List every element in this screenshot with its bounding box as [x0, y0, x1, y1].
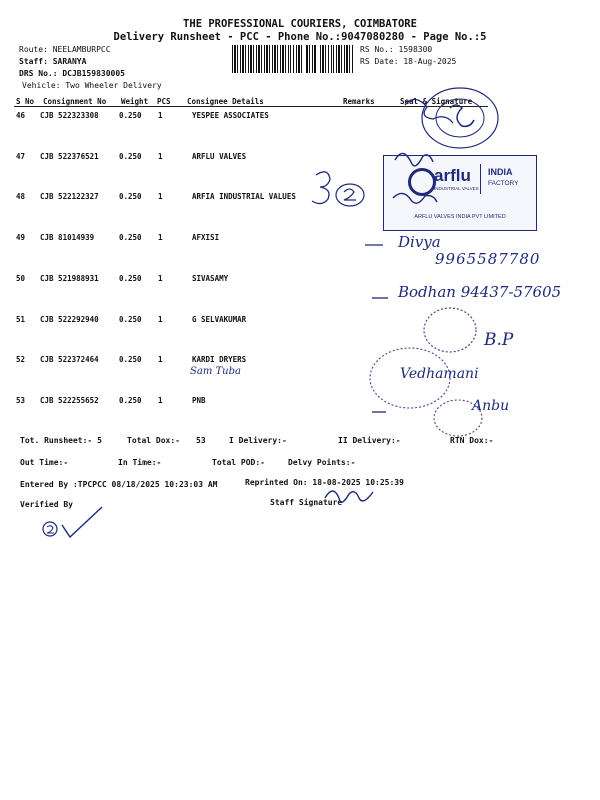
row-pcs: 1 [158, 315, 163, 324]
row-consignee: ARFIA INDUSTRIAL VALUES [192, 192, 296, 201]
row-consignment-no: CJB 81014939 [40, 233, 95, 242]
stamp-brand-sub: INDUSTRIAL VALVES [434, 186, 479, 191]
total-dox-label: Total Dox:- [127, 436, 180, 445]
handwritten-sign-row52: Vedhamani [400, 366, 479, 382]
row-weight: 0.250 [119, 274, 142, 283]
delvy-points: Delvy Points:- [288, 458, 356, 467]
row-weight: 0.250 [119, 355, 142, 364]
row-consignment-no: CJB 522255652 [40, 396, 99, 405]
handwritten-sign-row51: B.P [484, 330, 514, 350]
row-sno: 52 [16, 355, 26, 364]
row-consignment-no: CJB 522376521 [40, 152, 99, 161]
row-consignee: KARDI DRYERS [192, 355, 247, 364]
runsheet-subtitle: Delivery Runsheet - PCC - Phone No.:9047080280 - Page No.:5 [113, 31, 487, 43]
row-pcs: 1 [158, 192, 163, 201]
row-sno: 47 [16, 152, 26, 161]
row-consignee: SIVASAMY [192, 274, 229, 283]
staff-label: Staff: SARANYA [19, 57, 87, 66]
handwritten-phone-row49: 9965587780 [435, 250, 541, 268]
row-consignment-no: CJB 522372464 [40, 355, 99, 364]
row-sno: 51 [16, 315, 26, 324]
col-consignment: Consignment No [43, 97, 107, 106]
in-time: In Time:- [118, 458, 162, 467]
row-weight: 0.250 [119, 111, 142, 120]
row-weight: 0.250 [119, 192, 142, 201]
col-consignee: Consignee Details [187, 97, 264, 106]
handwritten-note-row52: Sam Tuba [190, 366, 241, 377]
total-dox-value: 53 [196, 436, 206, 445]
handwritten-name-row49: Divya [398, 233, 441, 251]
row-consignee: PNB [192, 396, 206, 405]
row-weight: 0.250 [119, 396, 142, 405]
row-sno: 48 [16, 192, 26, 201]
row-consignee: ARFLU VALVES [192, 152, 247, 161]
row-weight: 0.250 [119, 315, 142, 324]
row-pcs: 1 [158, 274, 163, 283]
rtn-dox: RTN Dox:- [450, 436, 494, 445]
row-sno: 53 [16, 396, 26, 405]
entered-by: Entered By :TPCPCC 08/18/2025 10:23:03 AM [20, 480, 218, 489]
col-pcs: PCS [157, 97, 171, 106]
rs-number: RS No.: 1598300 [360, 45, 433, 54]
handwritten-sign-row53: Anbu [472, 398, 510, 414]
row-sno: 49 [16, 233, 26, 242]
vehicle-label: Vehicle: Two Wheeler Delivery [22, 81, 162, 90]
drs-number: DRS No.: DCJB159830005 [19, 69, 125, 78]
stamp-brand: arflu [434, 166, 471, 185]
row-pcs: 1 [158, 396, 163, 405]
col-remarks: Remarks [343, 97, 375, 106]
round-seal-top [422, 88, 498, 148]
col-seal-signature: Seal & Signature [400, 97, 473, 106]
row-pcs: 1 [158, 355, 163, 364]
ii-delivery: II Delivery:- [338, 436, 401, 445]
col-weight: Weight [121, 97, 149, 106]
row-pcs: 1 [158, 233, 163, 242]
stamp-india: INDIA [488, 167, 513, 177]
row-pcs: 1 [158, 111, 163, 120]
out-time: Out Time:- [20, 458, 69, 467]
row-sno: 50 [16, 274, 26, 283]
row-weight: 0.250 [119, 233, 142, 242]
col-sno: S No [16, 97, 35, 106]
stamp-factory: FACTORY [488, 180, 519, 187]
total-pod: Total POD:- [212, 458, 265, 467]
row-consignee: AFXISI [192, 233, 220, 242]
row-consignee: YESPEE ASSOCIATES [192, 111, 269, 120]
reprinted-on: Reprinted On: 18-08-2025 10:25:39 [245, 478, 404, 487]
row-consignment-no: CJB 521988931 [40, 274, 99, 283]
row-pcs: 1 [158, 152, 163, 161]
tot-runsheet: Tot. Runsheet:- 5 [20, 436, 102, 445]
row-consignment-no: CJB 522323308 [40, 111, 99, 120]
row-consignee: G SELVAKUMAR [192, 315, 247, 324]
handwritten-phone-row50: Bodhan 94437-57605 [398, 283, 562, 301]
stamp-company: ARFLU VALVES INDIA PVT LIMITED [414, 214, 506, 220]
row-consignment-no: CJB 522122327 [40, 192, 99, 201]
row-consignment-no: CJB 522292940 [40, 315, 99, 324]
rs-date: RS Date: 18-Aug-2025 [360, 57, 457, 66]
row-sno: 46 [16, 111, 26, 120]
i-delivery: I Delivery:- [229, 436, 287, 445]
verified-by: Verified By [20, 500, 73, 509]
staff-signature-label: Staff Signature [270, 498, 343, 507]
runsheet-title: THE PROFESSIONAL COURIERS, COIMBATORE [183, 18, 417, 30]
route-label: Route: NEELAMBURPCC [19, 45, 111, 54]
row-weight: 0.250 [119, 152, 142, 161]
